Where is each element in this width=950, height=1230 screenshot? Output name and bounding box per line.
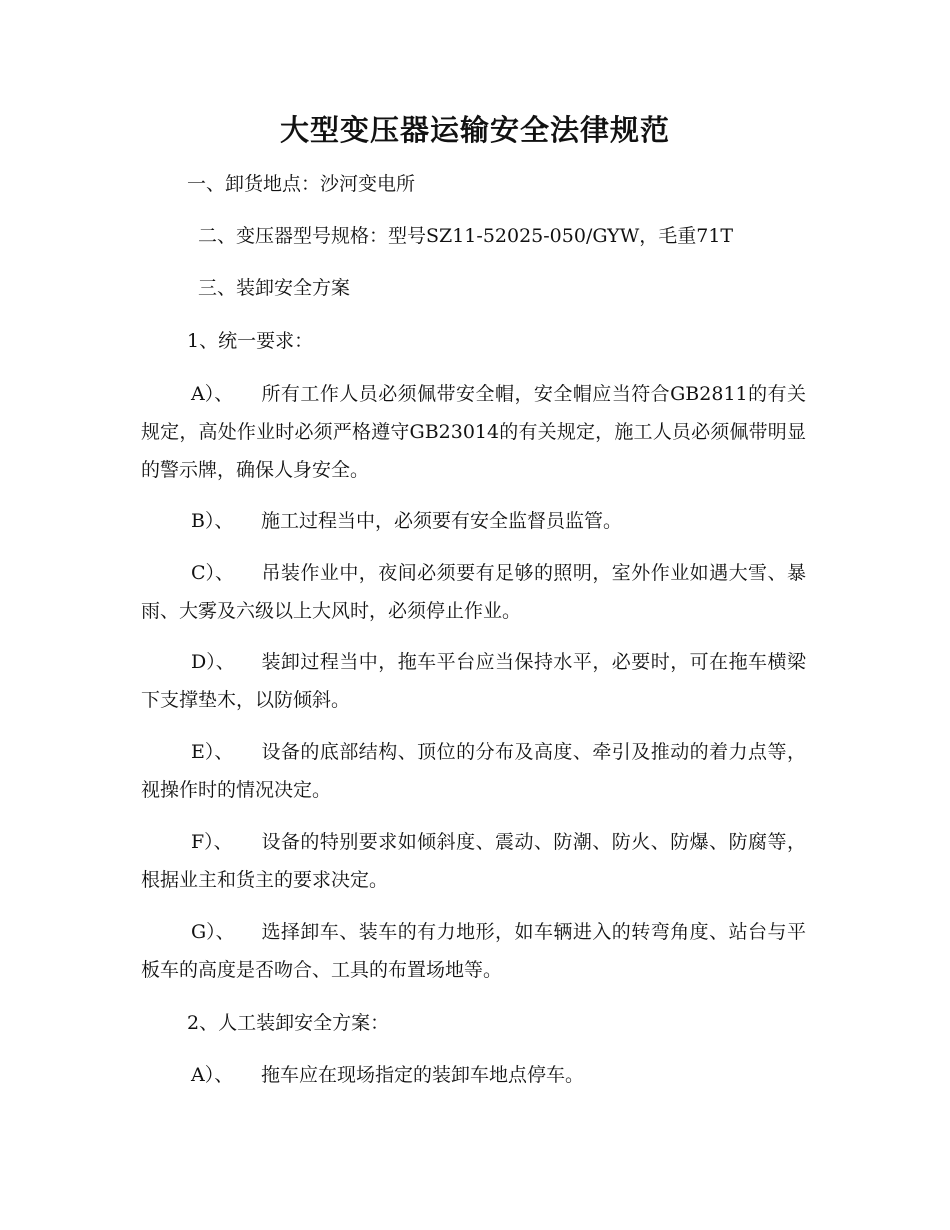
requirement-text: 吊装作业中，夜间必须要有足够的照明，室外作业如遇大雪、暴雨、大雾及六级以上大风时，必须停止作业。 xyxy=(141,562,806,622)
manual-item-text: 拖车应在现场指定的装卸车地点停车。 xyxy=(261,1064,585,1086)
requirement-text: 选择卸车、装车的有力地形，如车辆进入的转弯角度、站台与平板车的高度是否吻合、工具的布置场地等。 xyxy=(141,921,806,981)
requirement-paragraph xyxy=(141,823,806,899)
requirement-paragraph xyxy=(141,554,806,630)
requirement-text: 设备的特别要求如倾斜度、震动、防潮、防火、防爆、防腐等，根据业主和货主的要求决定。 xyxy=(141,831,806,891)
unified-requirements-heading: 1、统一要求： xyxy=(187,330,314,352)
loading-plan-heading: 三、装卸安全方案 xyxy=(198,277,351,299)
requirement-mark: G）、 xyxy=(191,921,235,943)
requirement-mark: A）、 xyxy=(191,383,234,405)
unload-location-line: 一、卸货地点：沙河变电所 xyxy=(187,173,416,195)
requirement-paragraph xyxy=(141,733,806,809)
requirement-text: 施工过程当中，必须要有安全监督员监管。 xyxy=(261,510,623,532)
manual-item-mark: A）、 xyxy=(191,1064,234,1086)
requirement-paragraph xyxy=(141,375,806,489)
manual-plan-heading: 2、人工装卸安全方案： xyxy=(187,1012,390,1034)
requirement-mark: B）、 xyxy=(191,510,234,532)
requirement-mark: D）、 xyxy=(191,651,235,673)
requirement-paragraph xyxy=(141,643,806,719)
transformer-spec-line: 二、变压器型号规格：型号SZ11-52025-050/GYW，毛重71T xyxy=(198,225,734,247)
requirement-text: 装卸过程当中，拖车平台应当保持水平，必要时，可在拖车横梁下支撑垫木，以防倾斜。 xyxy=(141,651,806,711)
requirement-mark: E）、 xyxy=(191,741,234,763)
requirement-text: 所有工作人员必须佩带安全帽，安全帽应当符合GB2811的有关规定，高处作业时必须严格遵守GB23014的有关规定，施工人员必须佩带明显的警示牌，确保人身安全。 xyxy=(141,383,806,481)
requirement-text: 设备的底部结构、顶位的分布及高度、牵引及推动的着力点等，视操作时的情况决定。 xyxy=(141,741,806,801)
requirement-mark: C）、 xyxy=(191,562,235,584)
requirement-mark: F）、 xyxy=(191,831,233,853)
requirement-paragraph xyxy=(141,913,806,989)
requirement-paragraph xyxy=(141,502,806,540)
page-title: 大型变压器运输安全法律规范 xyxy=(279,113,670,147)
manual-item-paragraph xyxy=(141,1056,806,1094)
